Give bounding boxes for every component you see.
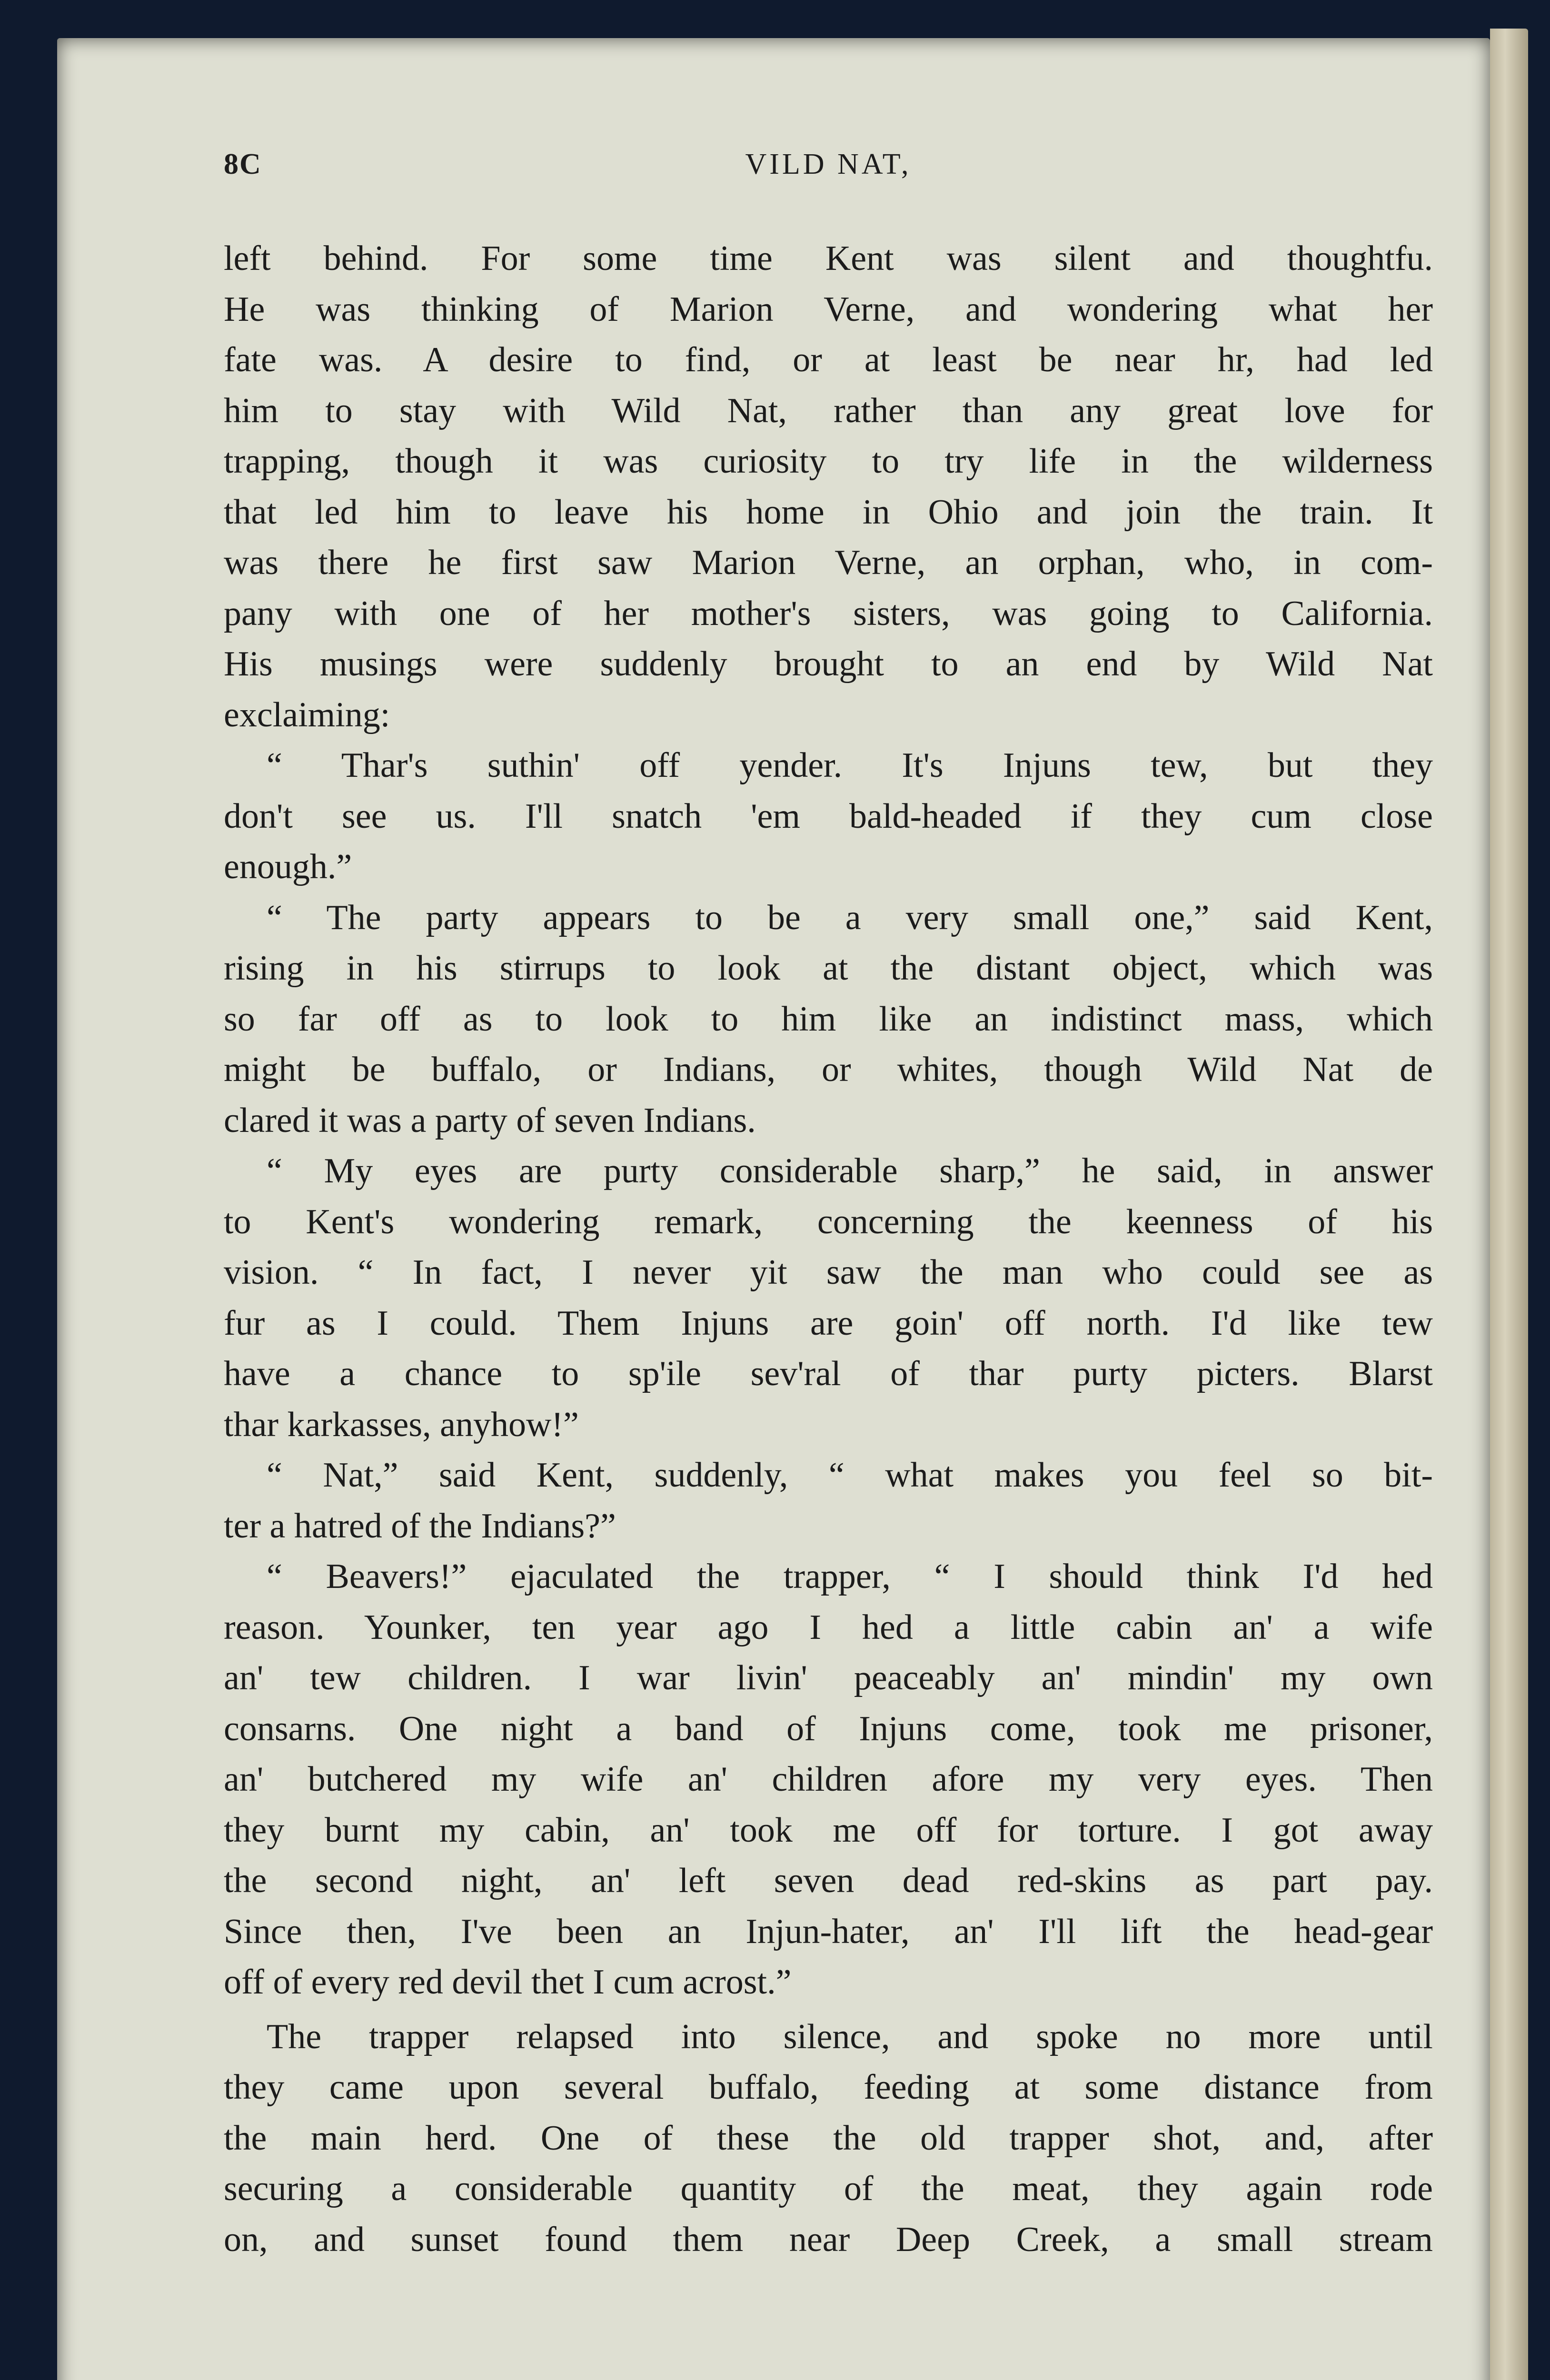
body-text bbox=[224, 233, 1433, 2265]
text-line: rising in his stirrups to look at the distant object, which was bbox=[224, 949, 1433, 988]
text-line: ter a hatred of the Indians?” bbox=[224, 1506, 616, 1546]
text-line: don't see us. I'll snatch 'em bald-headed if they cum close bbox=[224, 796, 1433, 836]
text-line: His musings were suddenly brought to an end by Wild Nat bbox=[224, 645, 1433, 684]
text-line: an' tew children. I war livin' peaceably an' mindin' my own bbox=[224, 1658, 1433, 1697]
text-line: Since then, I've been an Injun-hater, an' I'll lift the head-gear bbox=[224, 1912, 1433, 1951]
text-line: so far off as to look to him like an indistinct mass, which bbox=[224, 999, 1433, 1039]
text-line: clared it was a party of seven Indians. bbox=[224, 1101, 756, 1140]
text-line: “ Thar's suthin' off yender. It's Injuns tew, but they bbox=[267, 746, 1433, 785]
text-line: consarns. One night a band of Injuns come, took me prisoner, bbox=[224, 1709, 1433, 1748]
page-edge bbox=[1490, 29, 1528, 2380]
text-line: “ Nat,” said Kent, suddenly, “ what makes you feel so bit- bbox=[267, 1456, 1433, 1495]
page-number: 8C bbox=[224, 148, 262, 180]
text-line: “ My eyes are purty considerable sharp,” he said, in answer bbox=[267, 1151, 1433, 1190]
text-line: might be buffalo, or Indians, or whites, though Wild Nat de bbox=[224, 1050, 1433, 1089]
text-line: on, and sunset found them near Deep Creek, a small stream bbox=[224, 2220, 1433, 2259]
text-line: to Kent's wondering remark, concerning the keenness of his bbox=[224, 1202, 1433, 1241]
text-line: they burnt my cabin, an' took me off for torture. I got away bbox=[224, 1810, 1433, 1850]
text-line: pany with one of her mother's sisters, was going to California. bbox=[224, 594, 1433, 633]
text-line: they came upon several buffalo, feeding at some distance from bbox=[224, 2068, 1433, 2107]
text-line: was there he first saw Marion Verne, an orphan, who, in com- bbox=[224, 543, 1433, 582]
text-line: vision. “ In fact, I never yit saw the man who could see as bbox=[224, 1253, 1433, 1292]
text-line: “ Beavers!” ejaculated the trapper, “ I should think I'd hed bbox=[267, 1557, 1433, 1596]
text-line: reason. Younker, ten year ago I hed a little cabin an' a wife bbox=[224, 1607, 1433, 1647]
text-line: the main herd. One of these the old trapper shot, and, after bbox=[224, 2118, 1433, 2158]
running-title: VILD NAT, bbox=[745, 148, 912, 180]
text-line: off of every red devil thet I cum acrost.” bbox=[224, 1963, 792, 2002]
text-line: “ The party appears to be a very small one,” said Kent, bbox=[267, 898, 1433, 937]
text-line: trapping, though it was curiosity to try life in the wilderness bbox=[224, 442, 1433, 481]
running-head bbox=[224, 148, 1433, 186]
text-line: that led him to leave his home in Ohio and join the train. It bbox=[224, 492, 1433, 532]
text-line: fur as I could. Them Injuns are goin' off north. I'd like tew bbox=[224, 1303, 1433, 1343]
text-line: fate was. A desire to find, or at least be near hr, had led bbox=[224, 340, 1433, 379]
text-line: exclaiming: bbox=[224, 695, 390, 734]
text-line: the second night, an' left seven dead red-skins as part pay. bbox=[224, 1861, 1433, 1900]
text-line: thar karkasses, anyhow!” bbox=[224, 1405, 579, 1444]
text-line: have a chance to sp'ile sev'ral of thar purty picters. Blarst bbox=[224, 1354, 1433, 1393]
text-line: The trapper relapsed into silence, and spoke no more until bbox=[267, 2017, 1433, 2056]
text-line: him to stay with Wild Nat, rather than any great love for bbox=[224, 391, 1433, 430]
text-line: enough.” bbox=[224, 847, 352, 886]
text-line: an' butchered my wife an' children afore my very eyes. Then bbox=[224, 1760, 1433, 1799]
text-line: securing a considerable quantity of the meat, they again rode bbox=[224, 2169, 1433, 2208]
text-line: left behind. For some time Kent was silent and thoughtfu. bbox=[224, 239, 1433, 278]
text-line: He was thinking of Marion Verne, and wondering what her bbox=[224, 289, 1433, 329]
